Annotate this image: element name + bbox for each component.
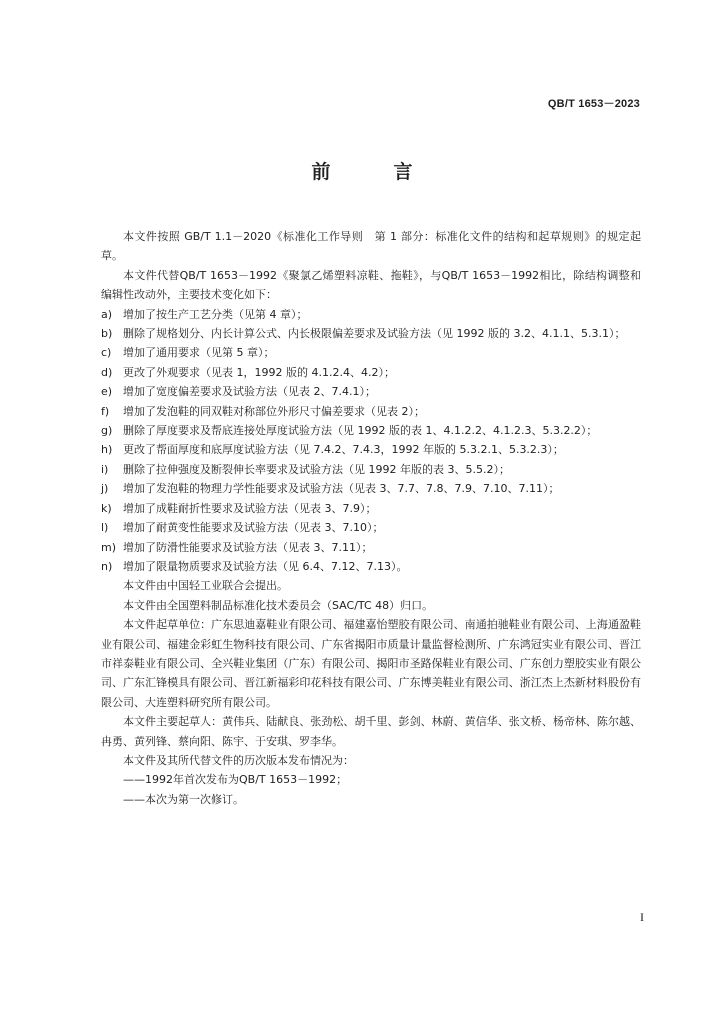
list-item-label: h): [101, 443, 113, 457]
list-item-label: e): [101, 385, 113, 399]
list-item-text: 增加了发泡鞋的同双鞋对称部位外形尺寸偏差要求（见表 2）；: [123, 404, 425, 418]
list-item: [101, 557, 641, 576]
list-item: [101, 518, 641, 537]
list-item-label: n): [101, 559, 113, 573]
list-item-label: a): [101, 307, 113, 321]
foreword-body: [101, 227, 641, 809]
list-item-text: 删除了规格划分、内长计算公式、内长极限偏差要求及试验方法（见 1992 版的 3.2、4.1.1、5.3.1）；: [123, 327, 626, 341]
committee-paragraph: 本文件由全国塑料制品标准化技术委员会（SAC/TC 48）归口。: [123, 598, 434, 612]
list-item-label: l): [101, 521, 109, 535]
page-number: I: [640, 910, 644, 924]
list-item: [101, 421, 641, 440]
list-item-text: 更改了外观要求（见表 1，1992 版的 4.1.2.4、4.2）；: [123, 365, 395, 379]
list-item-label: j): [101, 482, 109, 496]
list-item-text: 增加了按生产工艺分类（见第 4 章）；: [123, 307, 308, 321]
list-item-text: 增加了限量物质要求及试验方法（见 6.4、7.12、7.13）。: [123, 559, 408, 573]
list-item: [101, 324, 641, 343]
list-item-text: 删除了拉伸强度及断裂伸长率要求及试验方法（见 1992 年版的表 3、5.5.2）；: [123, 462, 510, 476]
history-item: ——本次为第一次修订。: [123, 792, 244, 806]
list-item: [101, 538, 641, 557]
list-item-text: 增加了发泡鞋的物理力学性能要求及试验方法（见表 3、7.7、7.8、7.9、7.10、7.11）；: [123, 482, 560, 496]
list-item-text: 删除了厚度要求及帮底连接处厚度试验方法（见 1992 版的表 1、4.1.2.2、4.1.2.3、5.3.2.2）；: [123, 424, 598, 438]
list-item-text: 增加了通用要求（见第 5 章）；: [123, 346, 275, 360]
list-item: [101, 402, 641, 421]
drafting-units-paragraph: 本文件起草单位：广东思迪嘉鞋业有限公司、福建嘉怡塑胶有限公司、南通拍驰鞋业有限公司、上海通盈鞋业有限公司、福建金彩虹生物科技有限公司、广东省揭阳市质量计量监督检测所、广东鸿冠实业有限公司、晋江市祥泰鞋业有限公司、全兴鞋业集团（广东）有限公司、揭阳市圣路保鞋业有限公司、广东创力塑胶实业有限公司、广东汇锋模具有限公司、晋江新福彩印花科技有限公司、广东博美鞋业有限公司、浙江杰上杰新材料股份有限公司、大连塑料研究所有限公司。: [101, 618, 641, 709]
history-item: ——1992年首次发布为QB/T 1653－1992；: [123, 773, 348, 787]
list-item: [101, 440, 641, 459]
list-item-text: 增加了防滑性能要求及试验方法（见表 3、7.11）；: [123, 540, 373, 554]
list-item-label: f): [101, 404, 110, 418]
page-title: 前 言: [311, 161, 435, 183]
standard-code: QB/T 1653－2023: [547, 98, 640, 110]
intro-paragraph: 本文件按照 GB/T 1.1－2020《标准化工作导则 第 1 部分：标准化文件的结构和起草规则》的规定起草。: [101, 230, 641, 263]
history-intro-paragraph: 本文件及其所代替文件的历次版本发布情况为：: [123, 753, 354, 767]
list-item-label: i): [101, 462, 109, 476]
list-item-label: k): [101, 501, 112, 515]
list-item-text: 更改了帮面厚度和底厚度试验方法（见 7.4.2、7.4.3，1992 年版的 5.3.2.1、5.3.2.3）；: [123, 443, 564, 457]
list-item-label: c): [101, 346, 112, 360]
changes-list: [101, 305, 641, 577]
list-item: [101, 479, 641, 498]
drafters-paragraph: 本文件主要起草人：黄伟兵、陆献良、张劲松、胡千里、彭剑、林蔚、黄信华、张文桥、杨帝林、陈尔越、冉勇、黄列锋、蔡向阳、陈宇、于安琪、罗李华。: [101, 715, 641, 748]
list-item-label: d): [101, 365, 113, 379]
list-item-label: b): [101, 327, 113, 341]
list-item-text: 增加了宽度偏差要求及试验方法（见表 2、7.4.1）；: [123, 385, 376, 399]
proposer-paragraph: 本文件由中国轻工业联合会提出。: [123, 579, 288, 593]
list-item-text: 增加了耐黄变性能要求及试验方法（见表 3、7.10）；: [123, 521, 384, 535]
intro-paragraph: 本文件代替QB/T 1653－1992《聚氯乙烯塑料凉鞋、拖鞋》，与QB/T 1653－1992相比，除结构调整和编辑性改动外，主要技术变化如下：: [101, 268, 641, 302]
list-item-label: g): [101, 424, 113, 438]
list-item: [101, 305, 641, 324]
list-item: [101, 460, 641, 479]
list-item: [101, 363, 641, 382]
list-item: [101, 382, 641, 401]
list-item-text: 增加了成鞋耐折性要求及试验方法（见表 3、7.9）；: [123, 501, 377, 515]
list-item-label: m): [101, 540, 117, 554]
list-item: [101, 343, 641, 362]
list-item: [101, 499, 641, 518]
